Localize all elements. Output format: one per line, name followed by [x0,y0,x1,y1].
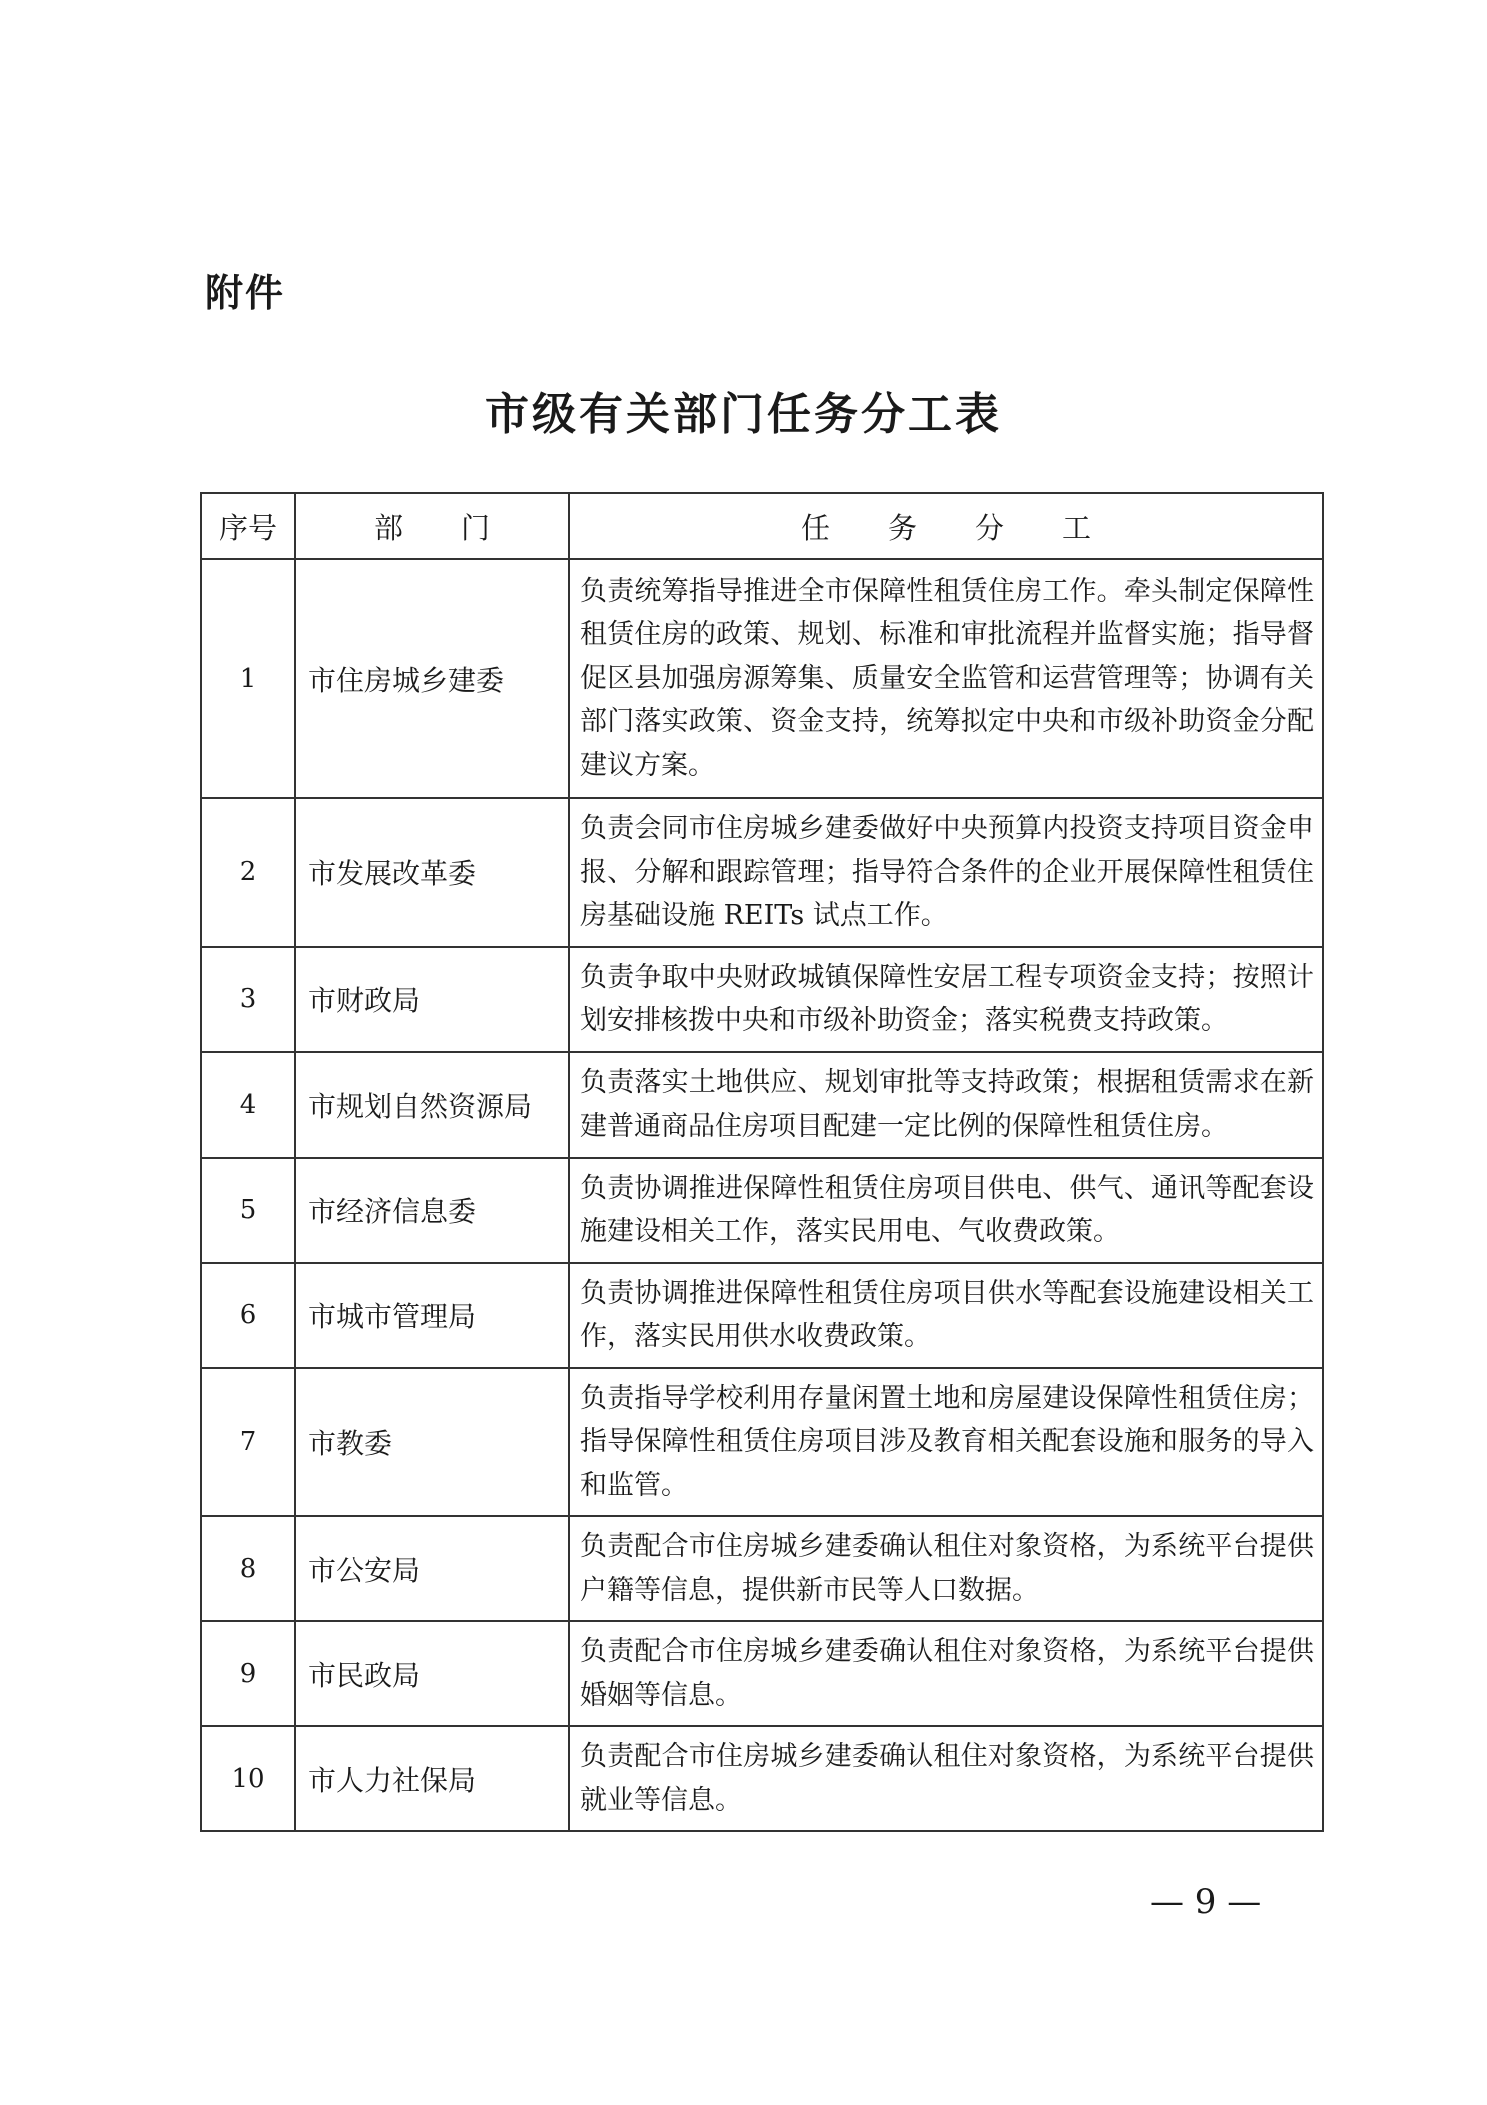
row-department: 市民政局 [295,1621,569,1726]
table-row [201,1263,1323,1368]
document-title: 市级有关部门任务分工表 [485,389,1002,440]
attachment-label: 附件 [205,271,286,315]
row-serial-number: 8 [201,1516,295,1621]
table-row [201,1158,1323,1263]
row-task: 负责争取中央财政城镇保障性安居工程专项资金支持；按照计划安排核拨中央和市级补助资金；落实税费支持政策。 [569,947,1323,1052]
row-department: 市经济信息委 [295,1158,569,1263]
row-department: 市规划自然资源局 [295,1052,569,1158]
table-row [201,1621,1323,1726]
row-task: 负责会同市住房城乡建委做好中央预算内投资支持项目资金申报、分解和跟踪管理；指导符合条件的企业开展保障性租赁住房基础设施 REITs 试点工作。 [569,798,1323,947]
row-task: 负责配合市住房城乡建委确认租住对象资格，为系统平台提供户籍等信息，提供新市民等人口数据。 [569,1516,1323,1621]
row-task: 负责配合市住房城乡建委确认租住对象资格，为系统平台提供就业等信息。 [569,1726,1323,1831]
table-row [201,798,1323,947]
row-department: 市发展改革委 [295,798,569,947]
row-department: 市住房城乡建委 [295,559,569,798]
header-serial-number: 序号 [201,493,295,559]
table-row [201,1052,1323,1158]
header-task-assignment: 任 务 分 工 [569,493,1323,559]
table-row [201,559,1323,798]
table-row [201,947,1323,1052]
row-serial-number: 6 [201,1263,295,1368]
table-row [201,1516,1323,1621]
row-serial-number: 2 [201,798,295,947]
table-row [201,1368,1323,1517]
row-task: 负责落实土地供应、规划审批等支持政策；根据租赁需求在新建普通商品住房项目配建一定比例的保障性租赁住房。 [569,1052,1323,1158]
row-task: 负责协调推进保障性租赁住房项目供电、供气、通讯等配套设施建设相关工作，落实民用电、气收费政策。 [569,1158,1323,1263]
row-serial-number: 1 [201,559,295,798]
row-task: 负责配合市住房城乡建委确认租住对象资格，为系统平台提供婚姻等信息。 [569,1621,1323,1726]
table-row [201,1726,1323,1831]
row-serial-number: 9 [201,1621,295,1726]
row-serial-number: 4 [201,1052,295,1158]
row-serial-number: 5 [201,1158,295,1263]
row-department: 市人力社保局 [295,1726,569,1831]
row-task: 负责指导学校利用存量闲置土地和房屋建设保障性租赁住房；指导保障性租赁住房项目涉及教育相关配套设施和服务的导入和监管。 [569,1368,1323,1517]
table-header-row [201,493,1323,559]
page-number: — 9 — [1150,1882,1262,1922]
row-serial-number: 7 [201,1368,295,1517]
header-department: 部 门 [295,493,569,559]
row-serial-number: 10 [201,1726,295,1831]
task-assignment-table [200,492,1324,1832]
row-department: 市城市管理局 [295,1263,569,1368]
row-department: 市公安局 [295,1516,569,1621]
row-department: 市教委 [295,1368,569,1517]
row-task: 负责协调推进保障性租赁住房项目供水等配套设施建设相关工作，落实民用供水收费政策。 [569,1263,1323,1368]
row-task: 负责统筹指导推进全市保障性租赁住房工作。牵头制定保障性租赁住房的政策、规划、标准和审批流程并监督实施；指导督促区县加强房源筹集、质量安全监管和运营管理等；协调有关部门落实政策、资金支持，统筹拟定中央和市级补助资金分配建议方案。 [569,559,1323,798]
row-department: 市财政局 [295,947,569,1052]
row-serial-number: 3 [201,947,295,1052]
